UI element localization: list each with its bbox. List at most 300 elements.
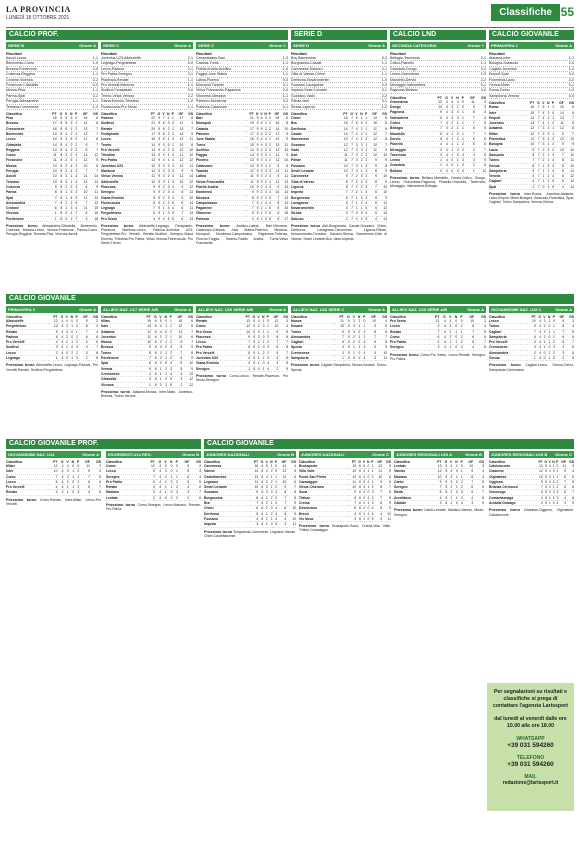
table-cell: 9 [254, 126, 259, 131]
table-cell: 5 [566, 474, 574, 479]
table-cell: 1 [47, 216, 56, 221]
table-cell: Como [6, 474, 48, 479]
table-cell: 14 [77, 121, 87, 126]
table-cell: 3 [549, 142, 554, 147]
table-cell: 1 [556, 469, 559, 474]
col-header: GF [468, 460, 474, 464]
table-cell: 6 [151, 356, 157, 361]
table-cell: 3 [48, 490, 58, 495]
masthead [6, 4, 574, 24]
match: Bologna-Sassuolo [489, 61, 519, 66]
table-cell: 2 [62, 158, 67, 163]
table-cell: 3 [447, 474, 452, 479]
table-cell: 11 [564, 168, 574, 173]
table-cell: 2 [49, 350, 58, 355]
table-cell: 1 [548, 501, 551, 506]
group-label: Girone A [555, 307, 572, 312]
table-cell: 4 [263, 200, 267, 205]
table-cell: 6 [87, 116, 98, 121]
table-cell: 5 [377, 116, 387, 121]
block-header [390, 42, 486, 49]
table-cell: 5 [263, 464, 267, 469]
table-cell: Inter [6, 469, 48, 474]
table-cell: 11 [174, 121, 183, 126]
table-cell: 5 [278, 329, 288, 334]
table-cell: 22 [146, 116, 155, 121]
table-cell: 10 [277, 479, 286, 484]
table-cell: 3 [264, 345, 268, 350]
table-cell: 6 [258, 474, 263, 479]
table-cell: 9 [155, 169, 160, 174]
next-round-label: Prossimo turno [106, 503, 138, 508]
standings-table [6, 460, 101, 496]
table-cell: 1 [241, 366, 250, 371]
table-cell: 2 [263, 174, 267, 179]
table-cell: Pordenone [6, 216, 47, 221]
table-cell: 0 [451, 334, 457, 339]
table-cell: 9 [254, 153, 259, 158]
table-cell: 4 [67, 195, 72, 200]
table-row [6, 356, 98, 361]
table-cell: 6 [564, 334, 574, 339]
table-cell: 12 [174, 147, 183, 152]
standings-table [489, 315, 574, 361]
table-cell: 6 [334, 340, 344, 345]
table-cell: 4 [267, 179, 271, 184]
match: Parma-Spal [6, 93, 25, 98]
match: Pro Vercelli-Mantova [101, 83, 135, 88]
table-cell: 5 [353, 121, 358, 126]
table-cell: 8 [564, 126, 574, 131]
table-cell: 2 [369, 474, 373, 479]
table-cell: 1 [67, 211, 72, 216]
table-cell: 2 [68, 350, 73, 355]
table-cell: 14 [246, 147, 254, 152]
table-cell: 1 [544, 179, 549, 184]
table-cell: 3 [165, 190, 170, 195]
table-cell: 5 [475, 126, 486, 131]
table-cell: 1 [464, 168, 475, 173]
table-cell: 9 [155, 137, 160, 142]
table-cell: 10 [77, 190, 87, 195]
match: Roma-Torino [489, 88, 510, 93]
table-cell: Arcellasco [394, 495, 432, 500]
table-cell: 9 [155, 206, 160, 211]
table-cell: 3 [258, 179, 262, 184]
score: 1-1 [187, 83, 193, 88]
match: Derthona-Novaromentin [291, 77, 330, 82]
table-cell: 2 [172, 382, 182, 387]
col-header: PT [53, 315, 58, 319]
table-cell: 10 [377, 174, 387, 179]
table-cell: 6 [241, 345, 250, 350]
table-cell: 1 [432, 163, 442, 168]
table-cell: Como [196, 324, 241, 329]
table-cell: 0 [453, 110, 459, 115]
table-cell: Alessandria [291, 334, 334, 339]
table-cell: 1 [165, 116, 170, 121]
table-cell: 7 [534, 110, 539, 115]
table-cell: Renate [390, 329, 429, 334]
table-cell: 1 [365, 511, 369, 516]
table-cell: 10 [241, 329, 250, 334]
next-round: Prossimo turno Brusaporto-Sona, Crema-Villa Valle, Tritium-Caravaggio. [299, 524, 391, 533]
table-cell: 4 [549, 168, 554, 173]
table-row [106, 495, 201, 500]
score: 0-1 [282, 104, 288, 109]
table-cell: 5 [62, 121, 67, 126]
col-header: G [59, 112, 63, 117]
table-cell: 11 [367, 147, 377, 152]
col-header: GS [479, 460, 484, 464]
table-cell: 6 [151, 377, 157, 382]
table-cell: Pro Sesto [101, 216, 146, 221]
standings-block [299, 451, 391, 566]
col-header: N [270, 460, 273, 464]
table-cell: Cabiate [394, 501, 432, 506]
table-cell: 7 [189, 490, 201, 495]
table-cell: 5 [367, 206, 377, 211]
table-cell: 4 [169, 206, 173, 211]
table-cell: 8 [367, 179, 377, 184]
col-header: P [363, 315, 366, 319]
table-cell: 8 [178, 469, 189, 474]
result-row [196, 105, 288, 110]
table-cell: 0 [74, 469, 79, 474]
table-cell: 5 [167, 377, 172, 382]
table-cell: 5 [554, 168, 564, 173]
table-cell: Bellagio [390, 126, 432, 131]
table-cell: 3 [363, 169, 368, 174]
table-cell: 3 [541, 324, 545, 329]
table-cell: 2 [353, 174, 358, 179]
table-cell: Gravedona [390, 100, 432, 105]
table-cell: 14 [277, 464, 286, 469]
table-cell: 0 [556, 464, 559, 468]
league-title: GIOVANISSIMI NAZ. U14 [8, 452, 55, 457]
table-cell: 6 [286, 479, 296, 484]
table-cell: 4 [536, 329, 541, 334]
standings-block [291, 42, 387, 290]
table-row [390, 345, 486, 350]
table-cell: 9 [279, 131, 288, 136]
col-header: PT [437, 95, 442, 100]
table-cell: 6 [258, 469, 263, 474]
results-label: Risultati [101, 51, 117, 56]
table-cell: 4 [273, 506, 277, 511]
table-cell: 7 [246, 206, 254, 211]
col-header: P [460, 460, 463, 464]
table-cell: 7 [78, 329, 88, 334]
table-cell: 2 [160, 190, 164, 195]
table-cell: Mantova [101, 169, 146, 174]
table-cell: Pordenone [101, 356, 141, 361]
table-cell: 9 [174, 169, 183, 174]
score: 1-2 [92, 104, 98, 109]
table-cell: 6 [174, 216, 183, 221]
block-header [101, 42, 193, 49]
table-cell: 9 [432, 479, 442, 484]
table-cell: 2 [369, 485, 373, 490]
table-cell: 11 [554, 121, 564, 126]
table-row [101, 334, 193, 339]
table-cell: 1 [549, 131, 554, 136]
table-cell: 6 [258, 516, 263, 521]
table-cell: Cagliari [489, 329, 527, 334]
table-cell: 9 [146, 195, 155, 200]
table-cell: 8 [267, 216, 271, 221]
match: Palermo-Monterosi [196, 99, 227, 104]
table-cell: 3 [172, 377, 182, 382]
col-header: PT [538, 460, 543, 464]
table-cell: 12 [554, 137, 564, 142]
table-cell: 10 [174, 179, 183, 184]
table-cell: Virtus Verona [101, 174, 146, 179]
table-cell: 1 [355, 324, 360, 329]
table-cell: 4 [169, 190, 173, 195]
table-cell: 3 [178, 490, 189, 495]
col-header: PT [339, 315, 344, 319]
table-cell: 1 [169, 126, 173, 131]
table-cell: 6 [339, 195, 348, 200]
next-round-label: Prossimo turno [489, 363, 526, 368]
table-cell: 9 [254, 184, 259, 189]
table-cell: 9 [558, 469, 566, 474]
table-row [489, 356, 574, 361]
table-cell: 5 [361, 464, 365, 469]
col-header: V [355, 112, 358, 117]
table-cell: 2 [549, 137, 554, 142]
table-cell: 3 [62, 174, 67, 179]
standings-table [489, 460, 574, 506]
table-cell: 5 [241, 350, 250, 355]
table-cell: 2 [263, 495, 267, 500]
table-cell: 5 [167, 382, 172, 387]
next-round: Prossimo turno Cagliari-Sampdoria, Monza-Novara, Torino-Spezia. [291, 363, 387, 372]
table-cell: 5 [363, 216, 368, 221]
col-header: P [175, 460, 178, 464]
table-cell: 6 [151, 340, 157, 345]
table-cell: 7 [534, 158, 539, 163]
table-cell: 11 [271, 153, 279, 158]
col-header: GS [188, 112, 193, 117]
table-cell: 1 [358, 163, 363, 168]
top-rule [6, 27, 574, 28]
table-cell: Gozzano [291, 142, 339, 147]
table-cell: 15 [141, 319, 151, 324]
table-cell: 5 [169, 200, 173, 205]
table-cell: 3 [90, 469, 101, 474]
table-cell: 7 [464, 115, 475, 120]
table-cell: 4 [63, 464, 68, 469]
table-cell: 5 [549, 179, 554, 184]
table-cell: 2 [78, 356, 88, 361]
col-header: PT [53, 460, 58, 464]
table-cell: Como [390, 334, 429, 339]
table-cell: 9 [271, 174, 279, 179]
table-cell: 6 [258, 479, 263, 484]
table-cell: 2 [67, 142, 72, 147]
table-cell: 1 [540, 179, 545, 184]
table-cell: 8 [57, 216, 63, 221]
table-cell: 4 [160, 147, 164, 152]
table-cell: 10 [250, 485, 259, 490]
score: 1-1 [187, 104, 193, 109]
table-cell: 2 [161, 479, 166, 484]
table-cell: Avellino [196, 147, 246, 152]
table-cell: 13 [271, 137, 279, 142]
table-cell: 8 [57, 206, 63, 211]
table-cell: 7 [348, 116, 353, 121]
table-cell: 4 [549, 174, 554, 179]
table-cell: 6 [555, 334, 564, 339]
table-cell: 9 [155, 211, 160, 216]
table-cell: 2 [556, 485, 559, 490]
match: Grandola-Dongo [390, 66, 417, 71]
whatsapp-number[interactable]: +39 031 594260 [507, 742, 554, 749]
table-cell: Lavagnese [291, 200, 339, 205]
col-header: PT [351, 460, 357, 464]
table-cell: 1 [353, 206, 358, 211]
table-cell: 10 [182, 361, 193, 366]
league-title: SERIE C [198, 43, 215, 48]
table-cell: 3 [353, 158, 358, 163]
table-cell: 9 [182, 345, 193, 350]
score: 0-0 [187, 61, 193, 66]
table-cell: Ascoli [6, 174, 47, 179]
table-cell: 2 [269, 366, 278, 371]
table-cell: 10 [146, 179, 155, 184]
table-cell: 4 [58, 464, 64, 469]
table-cell: 5 [543, 490, 547, 495]
table-cell: 3 [432, 152, 442, 157]
table-cell: 3 [541, 319, 545, 324]
table-cell: 12 [241, 324, 250, 329]
table-cell: 6 [564, 350, 574, 355]
table-cell: 7 [348, 174, 353, 179]
standings-block [489, 306, 574, 436]
table-cell: Asti [291, 153, 339, 158]
table-cell: 5 [90, 474, 101, 479]
table-cell: 0 [453, 168, 459, 173]
table-cell: 0 [268, 522, 273, 527]
table-cell: 4 [527, 340, 536, 345]
table-cell: 1 [369, 479, 373, 484]
table-cell: 4 [144, 485, 154, 490]
table-cell: 7 [534, 163, 539, 168]
table-cell: 0 [63, 356, 68, 361]
table-cell: 2 [258, 206, 262, 211]
table-cell: 1 [263, 206, 267, 211]
table-cell: 8 [57, 211, 63, 216]
table-cell: 12 [174, 163, 183, 168]
table-cell: 4 [442, 131, 448, 136]
table-cell: 5 [141, 366, 151, 371]
mail-address[interactable]: redazione@larissport.it [502, 780, 559, 786]
table-cell: 6 [182, 334, 193, 339]
table-cell: 6 [267, 206, 271, 211]
standings-table [6, 112, 98, 222]
table-cell: 13 [373, 464, 382, 469]
table-cell: 2 [264, 350, 268, 355]
score: 2-1 [187, 66, 193, 71]
table-cell: 1 [167, 324, 172, 329]
table-cell: 3 [169, 147, 173, 152]
table-cell: 9 [464, 105, 475, 110]
table-cell: 1 [165, 153, 170, 158]
table-cell: 2 [363, 153, 368, 158]
table-cell: Pagnona [390, 110, 432, 115]
table-cell: 7 [183, 126, 193, 131]
table-cell: 1 [267, 137, 271, 142]
table-cell: 1 [358, 206, 363, 211]
table-cell: 0 [452, 501, 457, 506]
table-cell: 9 [525, 147, 534, 152]
table-cell: 6 [151, 345, 157, 350]
table-cell: 2 [172, 485, 177, 490]
table-cell: 0 [432, 168, 442, 173]
table-cell: 1 [432, 158, 442, 163]
table-cell: Sanremese [291, 137, 339, 142]
table-cell: 10 [47, 163, 56, 168]
table-cell: Pianello [390, 142, 432, 147]
table-cell: Villa Valle [299, 469, 348, 474]
table-cell: 10 [286, 506, 296, 511]
table-cell: 0 [255, 366, 259, 371]
table-cell: 4 [442, 126, 448, 131]
table-cell: Lecce [6, 137, 47, 142]
table-cell: 7 [473, 490, 484, 495]
phone-number[interactable]: +39 031 594260 [507, 761, 554, 768]
table-cell: 7 [286, 485, 296, 490]
table-cell: 4 [189, 474, 201, 479]
table-cell: 6 [174, 195, 183, 200]
standings-block [6, 42, 98, 290]
table-cell: 2 [88, 319, 98, 324]
table-cell: 2 [363, 121, 368, 126]
col-header: GS [569, 460, 574, 464]
table-cell: 8 [57, 147, 63, 152]
table-cell: 0 [550, 319, 554, 324]
table-cell: 4 [157, 329, 162, 334]
table-cell: 8 [269, 334, 278, 339]
table-cell: 7 [564, 340, 574, 345]
table-cell: 10 [564, 152, 574, 157]
table-cell: 4 [58, 345, 64, 350]
table-cell: 7 [534, 121, 539, 126]
next-round: Prossimo turno Borgosesia-Caronnese, Legnano-Varese, Chieri-Castellanzese. [204, 529, 296, 538]
table-cell: 13 [536, 464, 543, 469]
table-cell: 0 [263, 216, 267, 221]
standings-table [196, 112, 288, 222]
table-cell: 11 [558, 464, 566, 469]
table-cell: 3 [258, 153, 262, 158]
col-header: V [265, 460, 268, 464]
table-cell: 3 [72, 195, 77, 200]
table-cell: 9 [178, 464, 189, 469]
table-cell: 10 [536, 474, 543, 479]
table-cell: 4 [255, 319, 259, 324]
table-cell: 3 [544, 147, 549, 152]
table-cell: 5 [464, 142, 475, 147]
table-cell: 7 [278, 350, 288, 355]
table-cell: 14 [47, 137, 56, 142]
table-cell: 7 [566, 490, 574, 495]
table-cell: 11 [382, 516, 391, 521]
table-cell: 5 [62, 126, 67, 131]
match: Fiorentina-Lazio [489, 77, 515, 82]
table-cell: 7 [334, 334, 344, 339]
